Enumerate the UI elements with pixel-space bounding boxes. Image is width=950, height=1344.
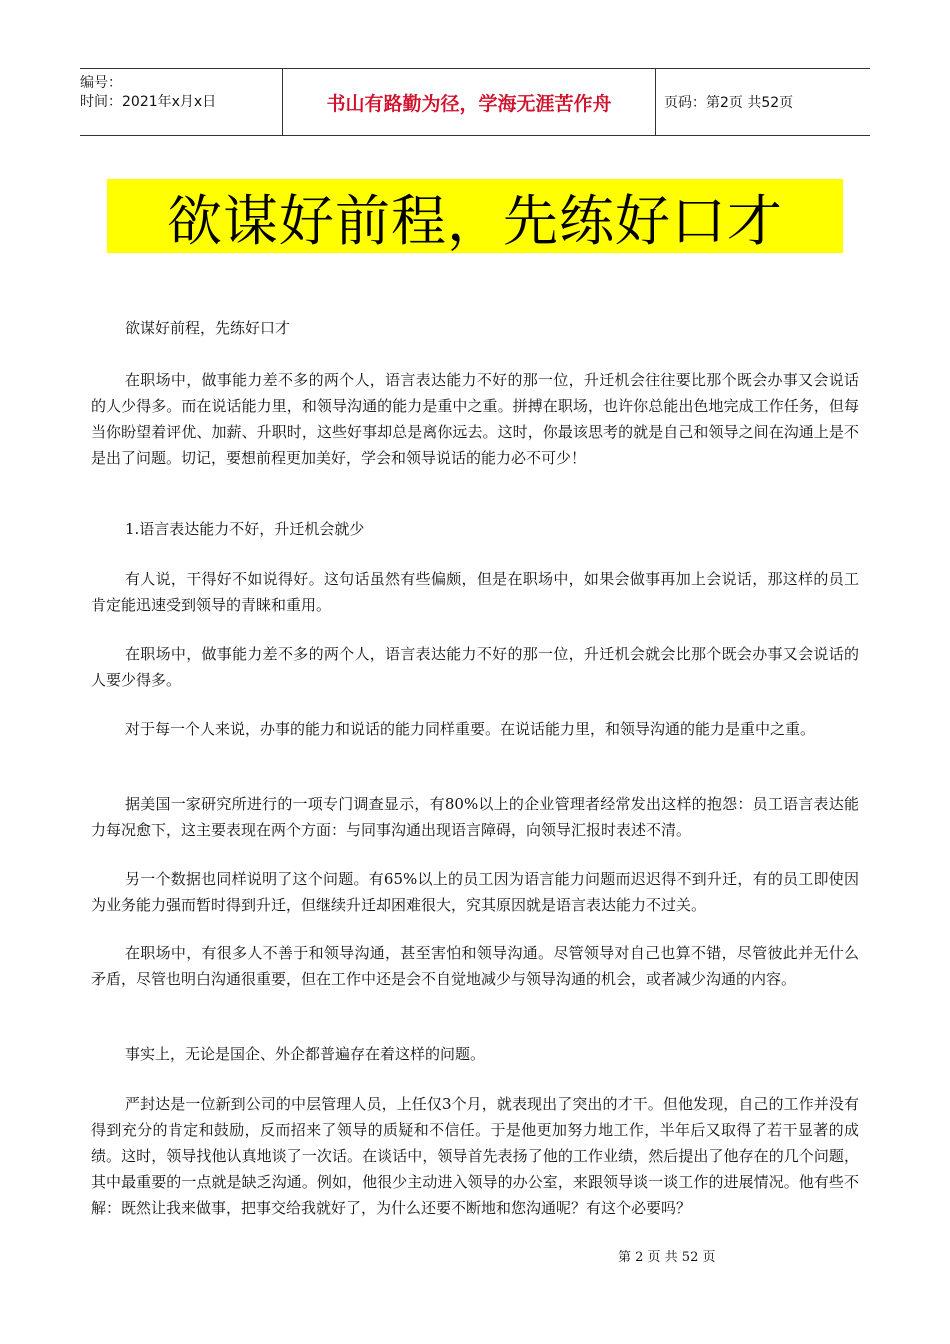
page-footer: 第 2 页 共 52 页 (618, 1250, 716, 1265)
header-motto-cell (282, 69, 656, 135)
section-heading: 1.语言表达能力不好，升迁机会就少 (125, 520, 365, 538)
number-label: 编号： (80, 75, 122, 91)
time-label: 时间：2021年x月x日 (80, 94, 217, 110)
paragraph: 事实上，无论是国企、外企都普遍存在着这样的问题。 (125, 1045, 486, 1063)
title-banner (107, 179, 843, 253)
paragraph: 严封达是一位新到公司的中层管理人员，上任仅3个月，就表现出了突出的才干。但他发现，自己的工作并没有得到充分的肯定和鼓励，反而招来了领导的质疑和不信任。于是他更加努力地工作，半年后又取得了若干显著的成绩。这时，领导找他认真地谈了一次话。在谈话中，领导首先表扬了他的工作业绩，然后提出了他存在的几个问题，其中最重要的一点就是缺乏沟通。例如，他很少主动进入领导的办公室，来跟领导谈一谈工作的进展情况。他有些不解：既然让我来做事，把事交给我就好了，为什么还要不断地和您沟通呢？有这个必要吗？ (91, 1095, 859, 1217)
article-title: 欲谋好前程，先练好口才 (125, 319, 291, 337)
banner-title: 欲谋好前程，先练好口才 (166, 188, 783, 253)
paragraph: 在职场中，有很多人不善于和领导沟通，甚至害怕和领导沟通。尽管领导对自己也算不错，尽管彼此并无什么矛盾，尽管也明白沟通很重要，但在工作中还是会不自觉地减少与领导沟通的机会，或者减少沟通的内容。 (91, 944, 859, 988)
paragraph: 有人说，干得好不如说得好。这句话虽然有些偏颇，但是在职场中，如果会做事再加上会说话，那这样的员工肯定能迅速受到领导的青睐和重用。 (91, 570, 859, 614)
paragraph: 在职场中，做事能力差不多的两个人，语言表达能力不好的那一位，升迁机会就会比那个既会办事又会说话的人要少得多。 (91, 645, 859, 689)
document-header (80, 68, 870, 136)
paragraph: 另一个数据也同样说明了这个问题。有65%以上的员工因为语言能力问题而迟迟得不到升迁，有的员工即使因为业务能力强而暂时得到升迁，但继续升迁却困难很大，究其原因就是语言表达能力不过关。 (91, 870, 859, 914)
paragraph: 对于每一个人来说，办事的能力和说话的能力同样重要。在说话能力里，和领导沟通的能力是重中之重。 (125, 720, 816, 738)
paragraph-intro: 在职场中，做事能力差不多的两个人，语言表达能力不好的那一位，升迁机会往往要比那个既会办事又会说话的人少得多。而在说话能力里，和领导沟通的能力是重中之重。拼搏在职场，也许你总能出色地完成工作任务，但每当你盼望着评优、加薪、升职时，这些好事却总是离你远去。这时，你最该思考的就是自己和领导之间在沟通上是不是出了问题。切记，要想前程更加美好，学会和领导说话的能力必不可少！ (91, 371, 859, 467)
header-meta (80, 69, 280, 135)
header-page-info-cell (664, 69, 870, 135)
paragraph: 据美国一家研究所进行的一项专门调查显示，有80%以上的企业管理者经常发出这样的抱怨：员工语言表达能力每况愈下，这主要表现在两个方面：与同事沟通出现语言障碍，向领导汇报时表述不清。 (91, 795, 859, 839)
header-page-info: 页码：第2页 共52页 (664, 95, 794, 111)
header-motto: 书山有路勤为径，学海无涯苦作舟 (326, 92, 612, 115)
